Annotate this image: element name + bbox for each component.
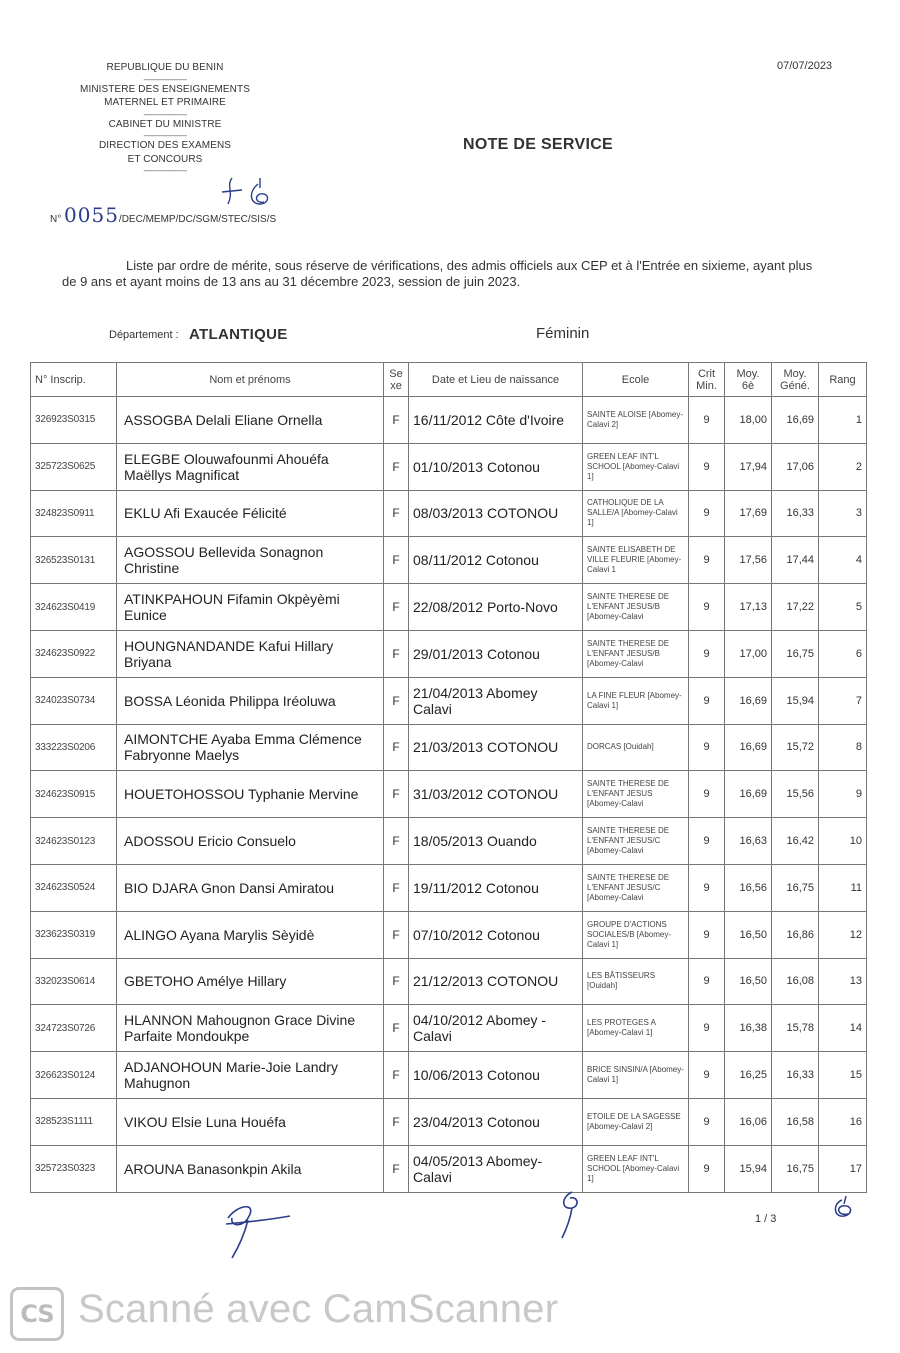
cell-full-name: EKLU Afi Exaucée Félicité (117, 490, 384, 537)
results-table (30, 362, 867, 1193)
table-row (31, 911, 867, 958)
cell-full-name: HOUNGNANDANDE Kafui Hillary Briyana (117, 630, 384, 677)
cell-crit-min: 9 (689, 724, 725, 771)
cell-rank: 15 (819, 1052, 867, 1099)
cell-crit-min: 9 (689, 537, 725, 584)
ministry-line: CABINET DU MINISTRE (108, 118, 222, 130)
cell-average-general: 16,42 (772, 818, 819, 865)
cell-full-name: ASSOGBA Delali Eliane Ornella (117, 397, 384, 444)
cell-full-name: AROUNA Banasonkpin Akila (117, 1145, 384, 1192)
cell-average-6e: 18,00 (725, 397, 772, 444)
cell-inscription-number: 324623S0915 (31, 771, 117, 818)
cell-crit-min: 9 (689, 490, 725, 537)
cell-sex: F (384, 958, 409, 1005)
cell-full-name: GBETOHO Amélye Hillary (117, 958, 384, 1005)
cell-sex: F (384, 443, 409, 490)
cell-birth-date-place: 31/03/2012 COTONOU (409, 771, 583, 818)
header-moy6: Moy. 6è (725, 363, 772, 397)
cell-school: LES BÂTISSEURS [Ouidah] (583, 958, 689, 1005)
cell-rank: 17 (819, 1145, 867, 1192)
cell-crit-min: 9 (689, 630, 725, 677)
handwritten-signature-left (218, 1196, 298, 1266)
cell-rank: 14 (819, 1005, 867, 1052)
header-moyg: Moy. Géné. (772, 363, 819, 397)
ministry-separator: -------------------- (143, 166, 187, 175)
cell-crit-min: 9 (689, 677, 725, 724)
cell-sex: F (384, 724, 409, 771)
cell-school: GREEN LEAF INT'L SCHOOL [Abomey-Calavi 1] (583, 1145, 689, 1192)
cell-inscription-number: 332023S0614 (31, 958, 117, 1005)
cell-rank: 1 (819, 397, 867, 444)
cell-full-name: BOSSA Léonida Philippa Iréoluwa (117, 677, 384, 724)
cell-inscription-number: 326923S0315 (31, 397, 117, 444)
cell-sex: F (384, 537, 409, 584)
cell-average-general: 17,44 (772, 537, 819, 584)
cell-school: SAINTE THERESE DE L'ENFANT JESUS/B [Abomey-Calavi (583, 630, 689, 677)
table-row (31, 584, 867, 631)
ministry-separator: -------------------- (143, 74, 187, 84)
cell-sex: F (384, 1052, 409, 1099)
cell-average-6e: 17,94 (725, 443, 772, 490)
cell-average-6e: 16,25 (725, 1052, 772, 1099)
table-row (31, 864, 867, 911)
cell-rank: 3 (819, 490, 867, 537)
cell-birth-date-place: 08/11/2012 Cotonou (409, 537, 583, 584)
cell-inscription-number: 333223S0206 (31, 724, 117, 771)
cell-crit-min: 9 (689, 1145, 725, 1192)
cell-sex: F (384, 1005, 409, 1052)
department-label: Département : (109, 329, 179, 341)
cell-average-6e: 17,69 (725, 490, 772, 537)
cell-school: GREEN LEAF INT'L SCHOOL [Abomey-Calavi 1] (583, 443, 689, 490)
cell-full-name: ADJANOHOUN Marie-Joie Landry Mahugnon (117, 1052, 384, 1099)
cell-birth-date-place: 21/03/2013 COTONOU (409, 724, 583, 771)
cell-rank: 5 (819, 584, 867, 631)
cell-rank: 10 (819, 818, 867, 865)
cell-rank: 4 (819, 537, 867, 584)
cell-birth-date-place: 07/10/2012 Cotonou (409, 911, 583, 958)
handwritten-signature-center (552, 1188, 592, 1242)
table-row (31, 490, 867, 537)
header-school: Ecole (583, 363, 689, 397)
ministry-separator: -------------------- (143, 131, 187, 140)
header-sex: Se xe (384, 363, 409, 397)
table-row (31, 630, 867, 677)
cell-inscription-number: 324623S0524 (31, 864, 117, 911)
document-title: NOTE DE SERVICE (463, 136, 614, 153)
cell-school: CATHOLIQUE DE LA SALLE/A [Abomey-Calavi 1] (583, 490, 689, 537)
camscanner-logo: CS (10, 1287, 64, 1341)
cell-average-general: 17,22 (772, 584, 819, 631)
cell-full-name: ALINGO Ayana Marylis Sèyidè (117, 911, 384, 958)
table-row (31, 771, 867, 818)
cell-rank: 2 (819, 443, 867, 490)
cell-inscription-number: 328523S1111 (31, 1098, 117, 1145)
cell-inscription-number: 324623S0419 (31, 584, 117, 631)
cell-sex: F (384, 630, 409, 677)
table-row (31, 1098, 867, 1145)
camscanner-text: Scanné avec CamScanner (78, 1287, 559, 1331)
cell-average-general: 16,08 (772, 958, 819, 1005)
cell-average-6e: 16,69 (725, 724, 772, 771)
cell-birth-date-place: 10/06/2013 Cotonou (409, 1052, 583, 1099)
cell-inscription-number: 325723S0323 (31, 1145, 117, 1192)
cell-average-6e: 16,69 (725, 677, 772, 724)
cell-school: SAINTE THERESE DE L'ENFANT JESUS [Abomey-Calavi (583, 771, 689, 818)
cell-average-general: 16,69 (772, 397, 819, 444)
cell-birth-date-place: 08/03/2013 COTONOU (409, 490, 583, 537)
cell-full-name: HOUETOHOSSOU Typhanie Mervine (117, 771, 384, 818)
cell-birth-date-place: 04/10/2012 Abomey - Calavi (409, 1005, 583, 1052)
cell-crit-min: 9 (689, 1005, 725, 1052)
cell-full-name: AIMONTCHE Ayaba Emma Clémence Fabryonne Maelys (117, 724, 384, 771)
cell-birth-date-place: 29/01/2013 Cotonou (409, 630, 583, 677)
ministry-line: MATERNEL ET PRIMAIRE (104, 97, 226, 108)
cell-school: SAINTE THERESE DE L'ENFANT JESUS/C [Abomey-Calavi (583, 818, 689, 865)
cell-rank: 12 (819, 911, 867, 958)
cell-rank: 11 (819, 864, 867, 911)
cell-average-general: 16,33 (772, 490, 819, 537)
cell-school: SAINTE ALOISE [Abomey-Calavi 2] (583, 397, 689, 444)
cell-average-general: 16,75 (772, 630, 819, 677)
reference-handwritten-number: 0055 (64, 203, 119, 227)
table-row (31, 443, 867, 490)
cell-inscription-number: 324723S0726 (31, 1005, 117, 1052)
cell-school: GROUPE D'ACTIONS SOCIALES/B [Abomey-Calavi 1] (583, 911, 689, 958)
reference-code: /DEC/MEMP/DC/SGM/STEC/SIS/S (118, 214, 277, 225)
cell-full-name: AGOSSOU Bellevida Sonagnon Christine (117, 537, 384, 584)
cell-full-name: HLANNON Mahougnon Grace Divine Parfaite Mondoukpe (117, 1005, 384, 1052)
cell-rank: 8 (819, 724, 867, 771)
table-row (31, 677, 867, 724)
handwritten-initials-right (828, 1194, 858, 1224)
cell-school: SAINTE ELISABETH DE VILLE FLEURIE [Abomey-Calavi 1 (583, 537, 689, 584)
cell-crit-min: 9 (689, 818, 725, 865)
cell-school: BRICE SINSIN/A [Abomey-Calavi 1] (583, 1052, 689, 1099)
cell-birth-date-place: 23/04/2013 Cotonou (409, 1098, 583, 1145)
cell-average-general: 15,78 (772, 1005, 819, 1052)
cell-average-6e: 17,00 (725, 630, 772, 677)
header-rang: Rang (819, 363, 867, 397)
ministry-line: MINISTERE DES ENSEIGNEMENTS (80, 83, 250, 95)
cell-inscription-number: 323623S0319 (31, 911, 117, 958)
cell-sex: F (384, 864, 409, 911)
cell-average-general: 16,75 (772, 1145, 819, 1192)
cell-rank: 6 (819, 630, 867, 677)
cell-full-name: BIO DJARA Gnon Dansi Amiratou (117, 864, 384, 911)
table-header-row (31, 363, 867, 397)
table-row (31, 724, 867, 771)
cell-crit-min: 9 (689, 911, 725, 958)
cell-school: SAINTE THERESE DE L'ENFANT JESUS/B [Abomey-Calavi (583, 584, 689, 631)
cell-birth-date-place: 01/10/2013 Cotonou (409, 443, 583, 490)
table-row (31, 1145, 867, 1192)
cell-school: LES PROTEGES A [Abomey-Calavi 1] (583, 1005, 689, 1052)
cell-average-6e: 16,50 (725, 911, 772, 958)
cell-crit-min: 9 (689, 771, 725, 818)
cell-crit-min: 9 (689, 1052, 725, 1099)
cell-birth-date-place: 16/11/2012 Côte d'Ivoire (409, 397, 583, 444)
table-row (31, 397, 867, 444)
cell-school: ETOILE DE LA SAGESSE [Abomey-Calavi 2] (583, 1098, 689, 1145)
cell-full-name: ADOSSOU Ericio Consuelo (117, 818, 384, 865)
cell-school: LA FINE FLEUR [Abomey-Calavi 1] (583, 677, 689, 724)
cell-birth-date-place: 21/12/2013 COTONOU (409, 958, 583, 1005)
cell-sex: F (384, 1098, 409, 1145)
cell-rank: 7 (819, 677, 867, 724)
cell-crit-min: 9 (689, 443, 725, 490)
page-number: 1 / 3 (755, 1213, 777, 1225)
cell-average-general: 16,75 (772, 864, 819, 911)
table-row (31, 537, 867, 584)
cell-birth-date-place: 21/04/2013 Abomey Calavi (409, 677, 583, 724)
cell-crit-min: 9 (689, 397, 725, 444)
cell-rank: 13 (819, 958, 867, 1005)
cell-sex: F (384, 818, 409, 865)
cell-average-6e: 16,50 (725, 958, 772, 1005)
cell-average-general: 17,06 (772, 443, 819, 490)
cell-inscription-number: 324623S0123 (31, 818, 117, 865)
cell-sex: F (384, 397, 409, 444)
ministry-separator: -------------------- (143, 109, 187, 119)
cell-crit-min: 9 (689, 1098, 725, 1145)
table-row (31, 958, 867, 1005)
cell-rank: 16 (819, 1098, 867, 1145)
ministry-line: ET CONCOURS (127, 153, 203, 165)
cell-inscription-number: 324023S0734 (31, 677, 117, 724)
cell-average-general: 15,56 (772, 771, 819, 818)
ministry-line: DIRECTION DES EXAMENS (98, 140, 232, 151)
table-row (31, 818, 867, 865)
cell-birth-date-place: 04/05/2013 Abomey-Calavi (409, 1145, 583, 1192)
cell-birth-date-place: 22/08/2012 Porto-Novo (409, 584, 583, 631)
cell-average-6e: 16,56 (725, 864, 772, 911)
header-name: Nom et prénoms (117, 363, 384, 397)
cell-average-6e: 17,13 (725, 584, 772, 631)
cell-crit-min: 9 (689, 864, 725, 911)
cell-average-general: 15,94 (772, 677, 819, 724)
document-date: 07/07/2023 (777, 60, 833, 72)
cell-average-6e: 16,06 (725, 1098, 772, 1145)
table-row (31, 1005, 867, 1052)
cell-school: SAINTE THERESE DE L'ENFANT JESUS/C [Abomey-Calavi (583, 864, 689, 911)
cell-rank: 9 (819, 771, 867, 818)
cell-full-name: ATINKPAHOUN Fifamin Okpèyèmi Eunice (117, 584, 384, 631)
cell-inscription-number: 326523S0131 (31, 537, 117, 584)
department-value: ATLANTIQUE (189, 326, 288, 343)
ministry-line: REPUBLIQUE DU BENIN (106, 62, 224, 73)
table-row (31, 1052, 867, 1099)
cell-school: DORCAS [Ouidah] (583, 724, 689, 771)
cell-inscription-number: 324823S0911 (31, 490, 117, 537)
cell-average-general: 15,72 (772, 724, 819, 771)
intro-paragraph: Liste par ordre de mérite, sous réserve de vérifications, des admis officiels aux CEP et à l'Entrée en sixieme, ayant plus de 9 ans et ayant moins de 13 ans au 31 décembre 2023, session de juin 2023. (62, 258, 813, 289)
header-num: N° Inscrip. (31, 363, 117, 397)
cell-crit-min: 9 (689, 584, 725, 631)
ministry-header (60, 62, 270, 175)
cell-sex: F (384, 584, 409, 631)
cell-birth-date-place: 18/05/2013 Ouando (409, 818, 583, 865)
cell-average-general: 16,58 (772, 1098, 819, 1145)
header-birth: Date et Lieu de naissance (409, 363, 583, 397)
cell-average-6e: 16,69 (725, 771, 772, 818)
cell-crit-min: 9 (689, 958, 725, 1005)
cell-sex: F (384, 490, 409, 537)
cell-inscription-number: 325723S0625 (31, 443, 117, 490)
cell-average-6e: 16,63 (725, 818, 772, 865)
header-crit: Crit Min. (689, 363, 725, 397)
cell-birth-date-place: 19/11/2012 Cotonou (409, 864, 583, 911)
cell-average-6e: 17,56 (725, 537, 772, 584)
cell-full-name: VIKOU Elsie Luna Houéfa (117, 1098, 384, 1145)
cell-average-6e: 16,38 (725, 1005, 772, 1052)
cell-inscription-number: 324623S0922 (31, 630, 117, 677)
cell-sex: F (384, 1145, 409, 1192)
reference-prefix: N° (50, 214, 62, 225)
cell-average-6e: 15,94 (725, 1145, 772, 1192)
cell-sex: F (384, 771, 409, 818)
sex-category: Féminin (536, 325, 590, 342)
cell-sex: F (384, 677, 409, 724)
cell-average-general: 16,33 (772, 1052, 819, 1099)
cell-inscription-number: 326623S0124 (31, 1052, 117, 1099)
cell-full-name: ELEGBE Olouwafounmi Ahouéfa Maëllys Magnificat (117, 443, 384, 490)
reference-number (50, 203, 276, 227)
cell-sex: F (384, 911, 409, 958)
cell-average-general: 16,86 (772, 911, 819, 958)
